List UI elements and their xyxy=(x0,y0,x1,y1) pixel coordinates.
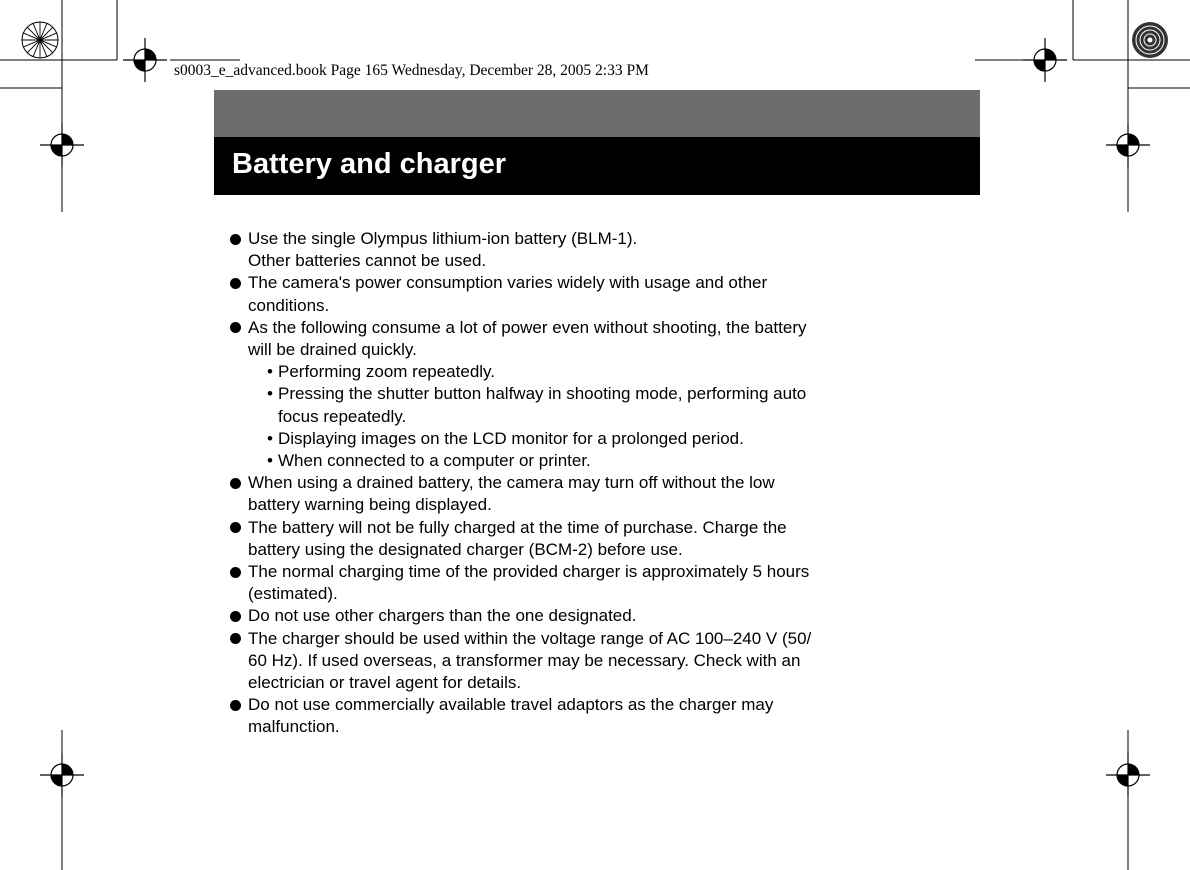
list-item xyxy=(230,228,990,272)
section-title: Battery and charger xyxy=(232,148,506,180)
sub-list-item xyxy=(248,428,990,450)
bullet-icon xyxy=(230,234,241,245)
list-item xyxy=(230,317,990,472)
sub-bullet-icon: • xyxy=(267,428,273,448)
sub-bullet-icon: • xyxy=(267,362,273,382)
list-item xyxy=(230,694,990,738)
sub-list-item-text: Performing zoom repeatedly. xyxy=(278,362,496,382)
list-item-text: will be drained quickly. xyxy=(248,340,417,360)
list-item-text: When using a drained battery, the camera may turn off without the low xyxy=(248,473,775,493)
list-item-text: Use the single Olympus lithium-ion battery (BLM-1). xyxy=(248,229,638,248)
bullet-icon xyxy=(230,278,241,289)
sub-list-item xyxy=(248,361,990,383)
bullet-icon xyxy=(230,633,241,644)
starburst-left-icon xyxy=(22,22,58,58)
moire-target-right-icon xyxy=(1132,22,1168,58)
list-item-text: The camera's power consumption varies widely with usage and other xyxy=(248,273,768,293)
sub-list-item xyxy=(248,383,990,427)
list-item-text: Other batteries cannot be used. xyxy=(248,251,487,271)
print-slug: s0003_e_advanced.book Page 165 Wednesday, December 28, 2005 2:33 PM xyxy=(174,62,649,79)
list-item-text: The charger should be used within the voltage range of AC 100–240 V (50/ xyxy=(248,628,812,648)
sub-bullet-icon: • xyxy=(267,451,273,471)
sub-bullet-icon: • xyxy=(267,384,273,404)
bullet-icon xyxy=(230,522,241,533)
list-item-text: As the following consume a lot of power even without shooting, the battery xyxy=(248,317,807,337)
list-item-text: electrician or travel agent for details. xyxy=(248,673,522,693)
list-item xyxy=(230,472,990,516)
bullet-icon xyxy=(230,567,241,578)
sub-list-item-text: Pressing the shutter button halfway in shooting mode, performing auto xyxy=(278,384,807,404)
list-item-text: malfunction. xyxy=(248,717,340,737)
list-item xyxy=(230,605,990,627)
list-item-text: battery using the designated charger (BCM-2) before use. xyxy=(248,539,683,559)
list-item-text: (estimated). xyxy=(248,584,338,604)
list-item xyxy=(230,517,990,561)
list-item-text: conditions. xyxy=(248,295,330,315)
header-band xyxy=(214,90,980,137)
bullet-icon xyxy=(230,611,241,622)
bullet-icon xyxy=(230,478,241,489)
sub-list-item-text: When connected to a computer or printer. xyxy=(278,451,591,471)
list-item-text: The battery will not be fully charged at the time of purchase. Charge the xyxy=(248,517,787,537)
bullet-list xyxy=(230,228,990,739)
sub-list-item-text: Displaying images on the LCD monitor for a prolonged period. xyxy=(278,428,744,448)
list-item xyxy=(230,561,990,605)
list-item xyxy=(230,272,990,316)
bullet-icon xyxy=(230,322,241,333)
sub-list-item-text: focus repeatedly. xyxy=(278,406,407,426)
list-item-text: 60 Hz). If used overseas, a transformer may be necessary. Check with an xyxy=(248,650,801,670)
list-item-text: Do not use commercially available travel adaptors as the charger may xyxy=(248,695,774,715)
sub-list-item xyxy=(248,450,990,472)
list-item xyxy=(230,628,990,695)
list-item-text: The normal charging time of the provided charger is approximately 5 hours xyxy=(248,562,810,582)
bullet-icon xyxy=(230,700,241,711)
list-item-text: Do not use other chargers than the one designated. xyxy=(248,606,637,626)
list-item-text: battery warning being displayed. xyxy=(248,495,492,515)
